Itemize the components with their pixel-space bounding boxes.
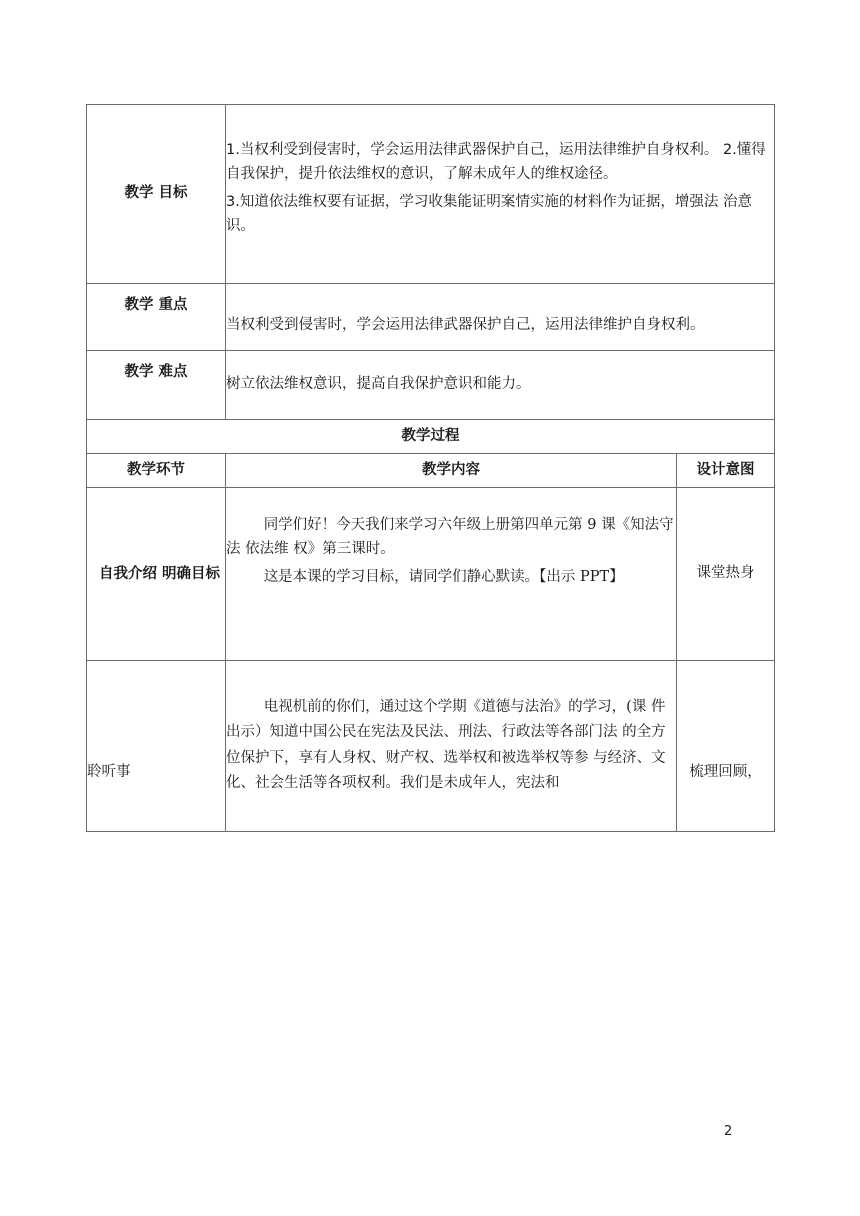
content-1-para-1: 同学们好！今天我们来学习六年级上册第四单元第 9 课《知法守法 依法维 权》第三课时。 xyxy=(226,517,674,557)
process-row-1 xyxy=(87,488,775,661)
goals-label: 教学 目标 xyxy=(87,105,226,284)
process-header-row xyxy=(87,454,775,488)
key-points-label: 教学 重点 xyxy=(87,284,226,351)
content-1-para-2: 这是本课的学习目标，请同学们静心默读。【出示 PPT】 xyxy=(263,568,624,585)
content-cell-1 xyxy=(226,488,677,661)
stage-cell-2: 聆听事 xyxy=(87,661,226,832)
header-content: 教学内容 xyxy=(226,454,677,488)
process-title-row xyxy=(87,420,775,454)
difficulties-content: 树立依法维权意识，提高自我保护意识和能力。 xyxy=(226,351,775,420)
content-2-para-1: 电视机前的你们，通过这个学期《道德与法治》的学习，(课 件出示）知道中国公民在宪法及民法、刑法、行政法等各部门法 的全方位保护下，享有人身权、财产权、选举权和被选举权等参 与经济、文化、社会生活等各项权利。我们是未成年人，宪法和 xyxy=(226,699,666,792)
lesson-plan-table xyxy=(86,104,775,832)
intent-cell-1: 课堂热身 xyxy=(677,488,775,661)
process-title: 教学过程 xyxy=(87,420,775,454)
key-points-content: 当权利受到侵害时，学会运用法律武器保护自己，运用法律维护自身权利。 xyxy=(226,284,775,351)
difficulties-label: 教学 难点 xyxy=(87,351,226,420)
difficulties-row xyxy=(87,351,775,420)
content-cell-2 xyxy=(226,661,677,832)
page-number: 2 xyxy=(724,1124,733,1139)
stage-cell-1: 自我介绍 明确目标 xyxy=(87,488,226,661)
process-row-2 xyxy=(87,661,775,832)
goals-content xyxy=(226,105,775,284)
intent-cell-2: 梳理回顾， xyxy=(677,661,775,832)
header-stage: 教学环节 xyxy=(87,454,226,488)
goals-row xyxy=(87,105,775,284)
header-intent: 设计意图 xyxy=(677,454,775,488)
key-points-row xyxy=(87,284,775,351)
goals-line-2: 3.知道依法维权要有证据，学习收集能证明案情实施的材料作为证据，增强法 治意识。 xyxy=(226,193,752,234)
goals-line-1: 1.当权利受到侵害时，学会运用法律武器保护自己，运用法律维护自身权利。 2.懂得自我保护，提升依法维权的意识，了解未成年人的维权途径。 xyxy=(226,142,766,182)
